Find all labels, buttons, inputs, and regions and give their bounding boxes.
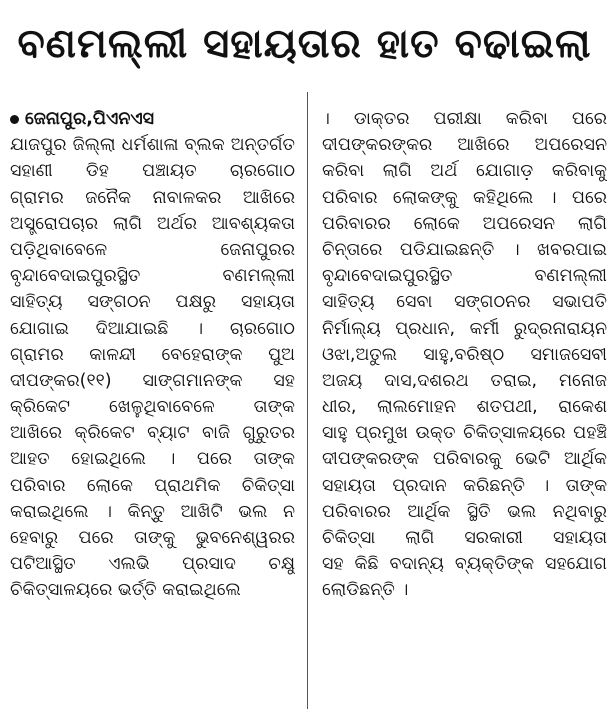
article-line: ଗ୍ରାମର ଜନୈକ ନାବାଳକର ଆଖିରେ (10, 187, 295, 208)
right-column-lines (322, 106, 607, 604)
dateline-text: ଜେନାପୁର,ପିଏନଏସ (25, 109, 155, 129)
headline: ବଣମଲ୍ଲୀ ସହାୟତାର ହାତ ବଢାଇଲା (17, 21, 592, 67)
dateline (10, 106, 295, 132)
article-line: ଯାଜପୁର ଜିଲ୍ଲା ଧର୍ମଶାଳା ବ୍ଲକ ଅନ୍ତର୍ଗତ (10, 135, 295, 156)
article-line: ଦୀପଙ୍କରଙ୍କ ପରିବାରକୁ ଭେଟି ଆର୍ଥିକ (322, 449, 607, 470)
article-line: ପରିବାର ଲୋକଙ୍କୁ କହିଥିଲେ । ପରେ (322, 187, 607, 208)
article-line: ଆହତ ହୋଇଥିଲେ । ପରେ ତାଙ୍କ (10, 449, 295, 470)
article-line: ହେବାରୁ ପରେ ତାଙ୍କୁ ଭୁବନେଶ୍ୱରର (10, 528, 295, 548)
column-divider (307, 92, 308, 709)
article-line: ସାହିତ୍ୟ ସେବା ସଙ୍ଗଠନର ସଭାପତି (322, 292, 607, 313)
article-line: କ୍ରିକେଟ ଖେଳୁଥିବାବେଳେ ତାଙ୍କ (10, 397, 295, 418)
left-column-lines (10, 132, 295, 603)
article-line: ଦୀପଙ୍କର(୧୧) ସାଙ୍ଗମାନଙ୍କ ସହ (10, 370, 295, 391)
article-line: ସହାୟତା ପ୍ରଦାନ କରିଛନ୍ତି । ତାଙ୍କ (322, 475, 607, 496)
article-line: ବୃନ୍ଦାବେଦାଇପୁରସ୍ଥିତ ବଣମଲ୍ଲୀ (322, 266, 607, 287)
article-line: ସାହୁ ପ୍ରମୁଖ ଉକ୍ତ ଚିକିତ୍ସାଳୟରେ ପହଞ୍ଚି (322, 423, 607, 444)
article-line: ପଟିଆସ୍ଥିତ ଏଲଭି ପ୍ରସାଦ ଚକ୍ଷୁ (10, 554, 295, 575)
article-line: ଚିନ୍ତାରେ ପଡିଯାଇଛନ୍ତି । ଖବରପାଇ (322, 239, 607, 260)
article-line: ଓଝା,ଅତୁଲ ସାହୁ,ବରିଷ୍ଠ ସମାଜସେବୀ (322, 344, 607, 365)
article-line: ଅଜୟ ଦାସ,ଦଶରଥ ତରାଇ, ମନୋଜ (322, 370, 607, 391)
article-line: । ଡାକ୍ତର ପରୀକ୍ଷା କରିବା ପରେ (322, 109, 607, 129)
article-line: ଆଖିରେ କ୍ରିକେଟ ବ୍ୟାଟ ବାଜି ଗୁରୁତର (10, 423, 295, 444)
article-line: ପରିବାରର ଆର୍ଥିକ ସ୍ଥିତି ଭଲ ନଥିବାରୁ (322, 501, 607, 522)
bullet-icon (10, 115, 19, 124)
article-line: ପରିବାର ଲୋକେ ପ୍ରାଥମିକ ଚିକିତ୍ସା (10, 475, 295, 496)
article-line: ଅସ୍ତ୍ରୋପଚାର ଲାଗି ଅର୍ଥର ଆବଶ୍ୟକତା (10, 213, 295, 234)
article-line: ଚିକିତ୍ସା ଲାଗି ସରକାରୀ ସହାୟତା (322, 528, 607, 548)
article-line: କରାଇଥିଲେ । କିନ୍ତୁ ଆଖିଟି ଭଲ ନ (10, 501, 295, 522)
article-line: ଧୀର, ଲାଲମୋହନ ଶତପଥୀ, ରାକେଶ (322, 397, 607, 418)
article-line: ଲୋଡିଛନ୍ତି । (322, 580, 409, 601)
article-line: ପରିବାରର ଲୋକେ ଅପରେସନ ଲାଗି (322, 213, 607, 234)
article-line: ଚିକିତ୍ସାଳୟରେ ଭର୍ତ୍ତି କରାଇଥିଲେ (10, 580, 241, 601)
article-line: ସାହିତ୍ୟ ସଙ୍ଗଠନ ପକ୍ଷରୁ ସହାୟତା (10, 292, 295, 313)
article-line: ଯୋଗାଇ ଦିଆଯାଇଛି । ଚାରଗୋଠ (10, 318, 295, 339)
article-line: କରିବା ଲାଗି ଅର୍ଥ ଯୋଗାଡ଼ କରିବାକୁ (322, 161, 607, 182)
article-line: ପଡ଼ିଥିବାବେଳେ ଜେନାପୁରର (10, 239, 295, 260)
article-line: ସହ କିଛି ବଦାନ୍ୟ ବ୍ୟକ୍ତିଙ୍କ ସହଯୋଗ (322, 554, 607, 575)
article-line: ସହାଣୀ ଡିହ ପଞ୍ଚାୟତ ଚାରଗୋଠ (10, 161, 295, 182)
article-line: ନିର୍ମାଲ୍ୟ ପ୍ରଧାନ, କର୍ମୀ ରୁଦ୍ରନାରାୟନ (322, 318, 607, 339)
article-line: ଗ୍ରାମର କାଳନ୍ଦୀ ବେହେରାଙ୍କ ପୁଅ (10, 344, 295, 365)
article-line: ବୃନ୍ଦାବେଦାଇପୁରସ୍ଥିତ ବଣମଲ୍ଲୀ (10, 266, 295, 287)
article-line: ଦୀପଙ୍କରଙ୍କର ଆଖିରେ ଅପରେସନ (322, 135, 607, 156)
article-column-left (10, 106, 295, 604)
article-column-right (322, 106, 607, 604)
